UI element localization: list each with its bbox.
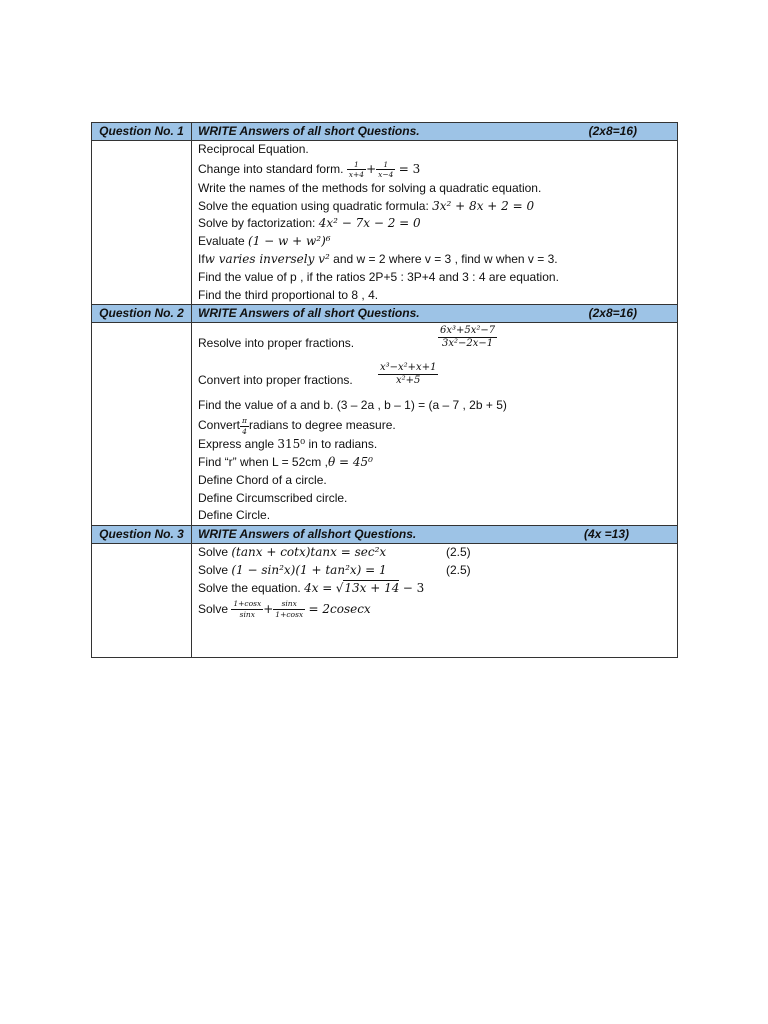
question-3-body-row: [92, 544, 678, 658]
q1-item-8: Find the value of p , if the ratios 2P+5 : 3P+4 and 3 : 4 are equation.: [198, 269, 559, 284]
q2-item-9: Define Circle.: [198, 508, 271, 523]
q1-item-6: Evaluate (1 − w + w²)⁶: [198, 234, 331, 249]
q3-item-4: Solve $\frac{1+\cos x}{\sin x}$ + $\frac{\sin x}{1+\cos x}$ = 2cosecx: [198, 599, 371, 619]
question-1-left-cell: [92, 141, 192, 305]
q1-item-5: Solve by factorization: 4x² − 7x − 2 = 0: [198, 216, 421, 231]
question-1-header-row: [92, 123, 678, 141]
q3-item-2-marks: (2.5): [446, 562, 471, 577]
q2-item-2: Convert into proper fractions. $\frac{\text{x³−x²+x+1}}{\text{x²+5}}$: [198, 362, 437, 388]
fraction: $\frac{1+\cos x}{\sin x}$: [233, 599, 262, 619]
question-3-content: [192, 544, 678, 658]
question-3-header-row: [92, 526, 678, 544]
question-1-title: WRITE Answers of all short Questions.: [198, 124, 420, 138]
question-1-content: [192, 141, 678, 305]
question-3-left-cell: [92, 544, 192, 658]
q1-item-4: Solve the equation using quadratic formula: 3x² + 8x + 2 = 0: [198, 198, 535, 213]
fraction: $\frac{\pi}{4}$: [242, 416, 247, 436]
question-3-label: Question No. 3: [92, 526, 192, 544]
question-2-title: WRITE Answers of all short Questions.: [198, 306, 420, 321]
question-2-header-row: [92, 305, 678, 323]
q1-item-3: Write the names of the methods for solving a quadratic equation.: [198, 180, 542, 195]
question-1-marks: (2x8=16): [588, 124, 637, 138]
q1-item-7: Ifw varies inversely v² and w = 2 where v = 3 , find w when v = 3.: [198, 251, 558, 266]
question-2-label: Question No. 2: [92, 305, 192, 323]
question-3-marks: (4x =13): [583, 527, 629, 542]
q1-item-1: Reciprocal Equation.: [198, 142, 309, 156]
question-2-left-cell: [92, 323, 192, 526]
q2-item-7: Define Chord of a circle.: [198, 472, 327, 487]
question-2-content: [192, 323, 678, 526]
square-root-sign: √: [335, 580, 344, 595]
q2-item-5: Express angle 315⁰ in to radians.: [198, 437, 378, 452]
fraction: $\frac{1}{x-4}$: [378, 159, 394, 180]
q2-item-6: Find “r” when L = 52cm ,θ = 45⁰: [198, 454, 373, 469]
q1-item-9: Find the third proportional to 8 , 4.: [198, 287, 379, 302]
q2-item-3: Find the value of a and b. (3 – 2a , b – 1) = (a – 7 , 2b + 5): [198, 398, 507, 413]
q2-item-8: Define Circumscribed circle.: [198, 490, 348, 505]
question-paper-table: [91, 122, 678, 658]
question-2-body-row: [92, 323, 678, 526]
q3-item-1: Solve (tanx + cotx)tanx = sec²x (2.5): [198, 544, 677, 562]
question-1-label: Question No. 1: [92, 123, 192, 141]
question-2-marks: (2x8=16): [588, 306, 637, 321]
q3-item-1-marks: (2.5): [446, 545, 471, 560]
fraction: $\frac{1}{x+4}$: [348, 159, 365, 180]
question-1-body-row: [92, 141, 678, 305]
question-2-title-cell: [192, 305, 678, 323]
q2-item-1: Resolve into proper fractions. $\frac{\text{6x³+5x²−7}}{\text{3x²−2x−1}}$: [198, 325, 496, 351]
q1-item-2: Change into standard form. $\frac{1}{x+4}$ + $\frac{1}{x-4}$ = 3: [198, 159, 421, 180]
fraction: $\frac{\text{x³−x²+x+1}}{\text{x²+5}}$: [380, 362, 437, 387]
question-1-title-cell: [192, 123, 678, 141]
fraction: $\frac{\sin x}{1+\cos x}$: [275, 599, 304, 619]
fraction: $\frac{\text{6x³+5x²−7}}{\text{3x²−2x−1}}$: [440, 325, 496, 350]
question-3-title: WRITE Answers of allshort Questions.: [198, 527, 417, 542]
question-3-title-cell: [192, 526, 678, 544]
q3-item-3: Solve the equation. 4x = √13x + 14 − 3: [198, 580, 425, 595]
q3-item-2: Solve (1 − sin²x)(1 + tan²x) = 1 (2.5): [198, 562, 677, 580]
q2-item-4: Convert $\frac{\pi}{4}$ radians to degree measure.: [198, 416, 396, 436]
